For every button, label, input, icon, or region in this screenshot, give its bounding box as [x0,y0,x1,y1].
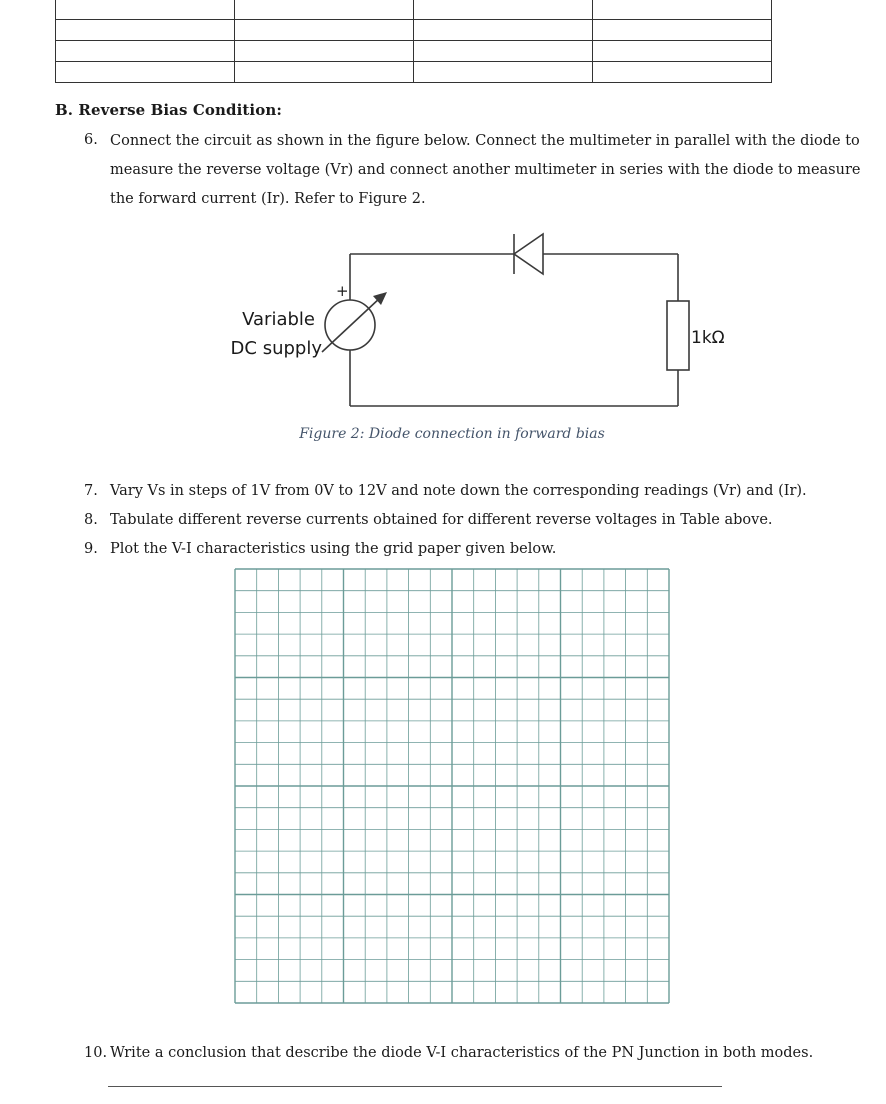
step-10-text: Write a conclusion that describe the diode V-I characteristics of the PN Junction in both modes. [110,1045,814,1061]
diode-triangle [514,234,543,274]
supply-label-line2: DC supply [230,338,322,359]
supply-label-line1: Variable [242,309,315,330]
step-6-line: the forward current (Ir). Refer to Figure 2. [110,191,426,207]
step-9-text: Plot the V-I characteristics using the grid paper given below. [110,541,557,557]
figure-caption: Figure 2: Diode connection in forward bias [299,426,605,442]
resistor-label: 1kΩ [691,328,725,348]
step-7-text: Vary Vs in steps of 1V from 0V to 12V and note down the corresponding readings (Vr) and (Ir). [110,483,807,499]
step-number: 10. [84,1045,108,1061]
grid-paper [234,568,670,1004]
step-6-line: Connect the circuit as shown in the figure below. Connect the multimeter in parallel with the diode to [110,133,860,149]
step-6-line: measure the reverse voltage (Vr) and connect another multimeter in series with the diode to measure [110,162,861,178]
resistor [667,301,689,370]
step-number: 6. [84,132,98,148]
answer-line[interactable] [108,1086,722,1087]
variable-arrow [322,297,381,352]
step-number: 9. [84,541,98,557]
step-number: 8. [84,512,98,528]
section-heading: B. Reverse Bias Condition: [55,101,282,119]
plus-sign: + [336,282,349,300]
step-8-text: Tabulate different reverse currents obtained for different reverse voltages in Table above. [110,512,773,528]
circuit-diagram [0,0,886,430]
step-number: 7. [84,483,98,499]
